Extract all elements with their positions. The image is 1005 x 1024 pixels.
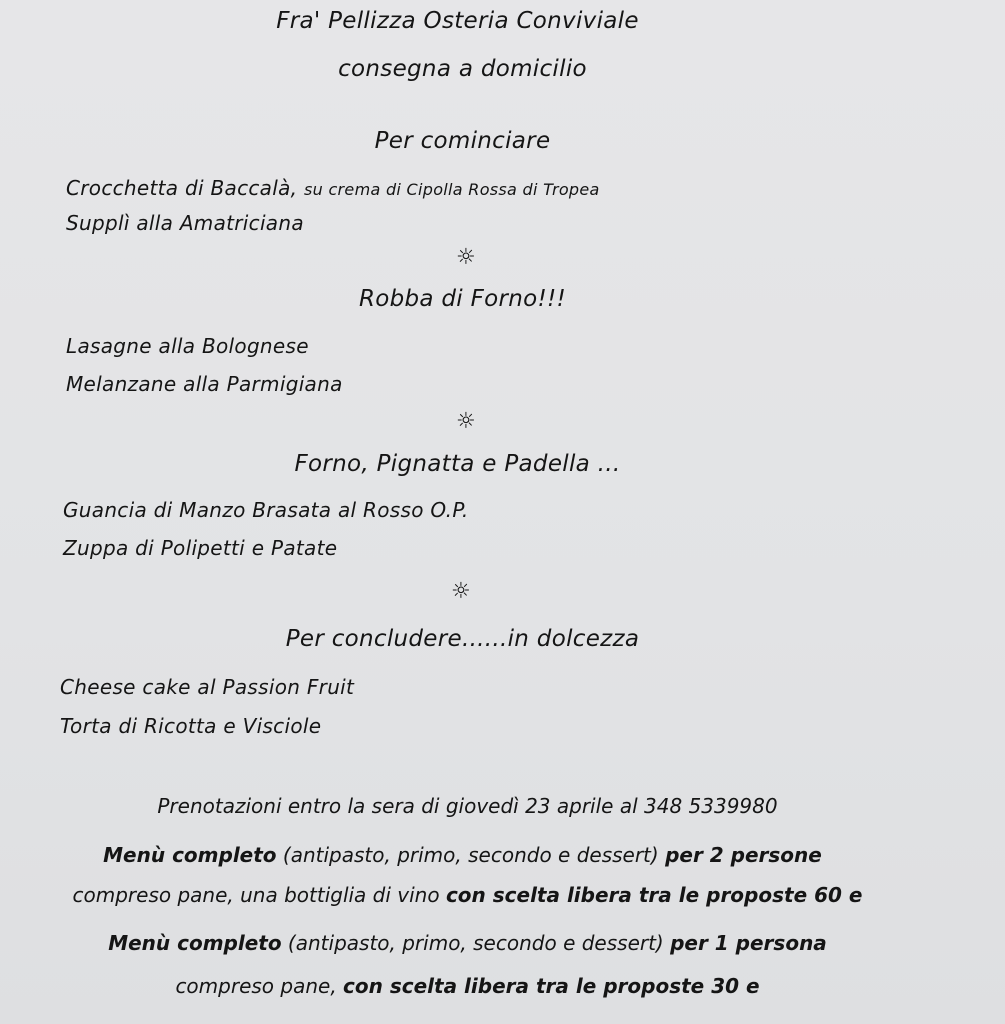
label: Menù completo bbox=[108, 931, 282, 955]
menu-2-line-2 bbox=[0, 885, 1005, 905]
includes: compreso pane, bbox=[175, 974, 344, 998]
sun-icon: ☼ bbox=[456, 409, 476, 434]
section-title: Forno, Pignatta e Padella ... bbox=[294, 451, 621, 477]
booking-info: Prenotazioni entro la sera di giovedì 23 aprile al 348 5339980 bbox=[157, 794, 778, 818]
section-title: Per concludere......in dolcezza bbox=[285, 626, 640, 652]
menu-item: Cheese cake al Passion Fruit bbox=[60, 675, 355, 699]
includes: compreso pane, una bottiglia di vino bbox=[72, 883, 446, 907]
label: Menù completo bbox=[103, 843, 277, 867]
courses: (antipasto, primo, secondo e dessert) bbox=[281, 931, 671, 955]
price: con scelta libera tra le proposte 60 e bbox=[445, 883, 863, 907]
menu-item: Supplì alla Amatriciana bbox=[66, 211, 304, 235]
menu-item: Zuppa di Polipetti e Patate bbox=[63, 536, 338, 560]
sun-icon: ☼ bbox=[456, 245, 476, 270]
restaurant-title: Fra' Pellizza Osteria Conviviale bbox=[276, 8, 639, 34]
menu-item: Lasagne alla Bolognese bbox=[66, 334, 309, 358]
subtitle: consegna a domicilio bbox=[338, 56, 587, 82]
price: con scelta libera tra le proposte 30 e bbox=[343, 974, 760, 998]
menu-1-line-1 bbox=[0, 933, 1005, 953]
people: per 1 persona bbox=[670, 931, 827, 955]
menu-item: Guancia di Manzo Brasata al Rosso O.P. bbox=[63, 498, 469, 522]
item-name: Crocchetta di Baccalà, bbox=[66, 176, 298, 200]
menu-item: Torta di Ricotta e Visciole bbox=[60, 714, 322, 738]
courses: (antipasto, primo, secondo e dessert) bbox=[276, 843, 666, 867]
menu-item bbox=[66, 178, 600, 198]
people: per 2 persone bbox=[665, 843, 822, 867]
section-title: Robba di Forno!!! bbox=[358, 286, 567, 312]
sun-icon: ☼ bbox=[451, 579, 471, 604]
item-note: su crema di Cipolla Rossa di Tropea bbox=[303, 180, 600, 199]
section-title: Per cominciare bbox=[374, 128, 551, 154]
menu-item: Melanzane alla Parmigiana bbox=[66, 372, 343, 396]
menu-1-line-2 bbox=[0, 976, 1005, 996]
menu-2-line-1 bbox=[0, 845, 1005, 865]
